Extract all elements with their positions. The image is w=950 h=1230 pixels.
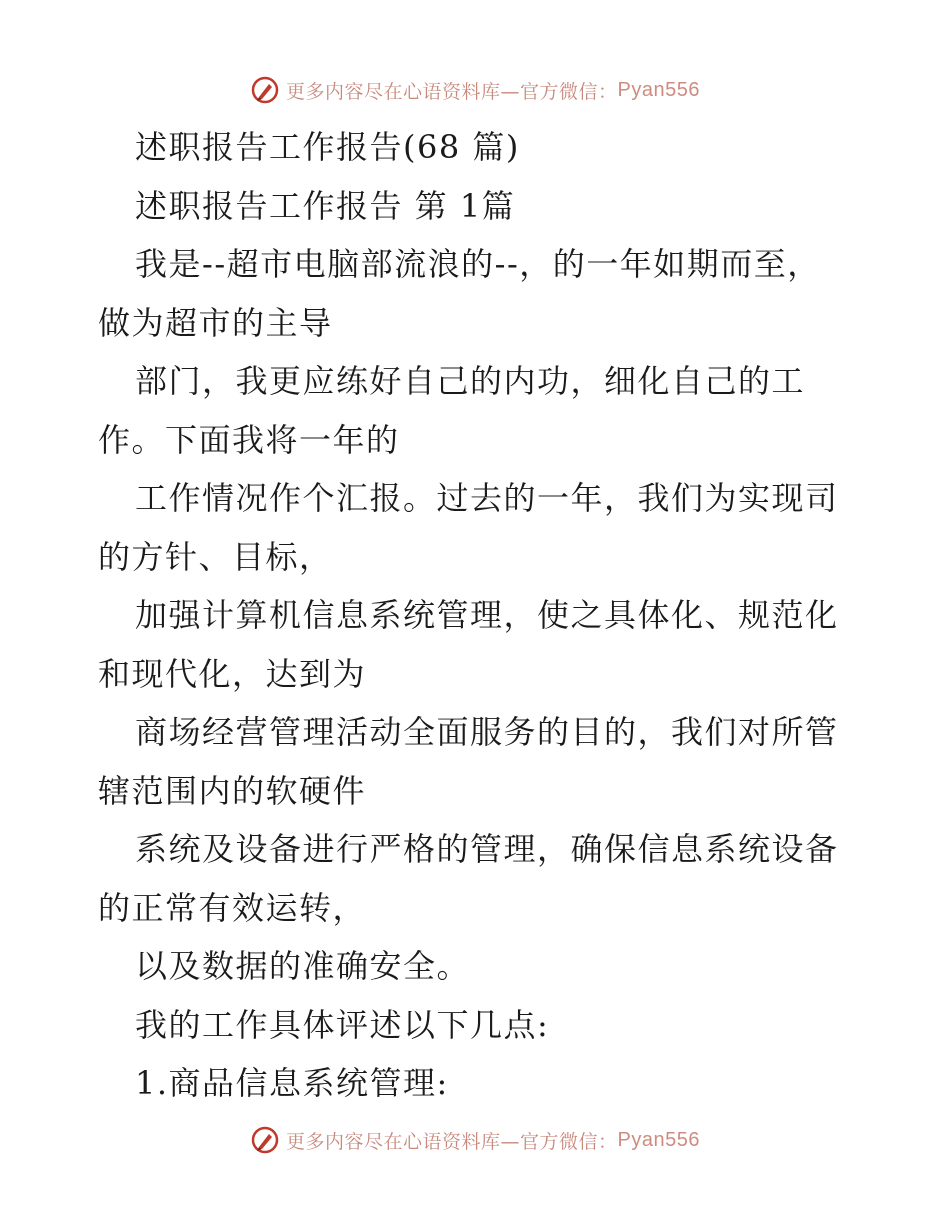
- paragraph-line: 的正常有效运转，: [98, 888, 367, 927]
- paragraph-line: 工作情况作个汇报。过去的一年，我们为实现司: [135, 479, 839, 517]
- paragraph-line: 部门，我更应练好自己的内功，细化自己的工: [135, 362, 806, 400]
- paragraph-line: 以及数据的准确安全。: [135, 947, 471, 985]
- paragraph-line: 作。下面我将一年的: [98, 420, 400, 459]
- paragraph-line: 系统及设备进行严格的管理，确保信息系统设备: [135, 830, 839, 868]
- section-heading: 述职报告工作报告 第 1篇: [135, 186, 516, 225]
- pen-logo-icon: [250, 1125, 280, 1155]
- paragraph-line: 商场经营管理活动全面服务的目的，我们对所管: [135, 713, 839, 751]
- paragraph-line: 加强计算机信息系统管理，使之具体化、规范化: [135, 596, 839, 634]
- list-item-heading: 1.商品信息系统管理:: [135, 1064, 449, 1102]
- document-body: [98, 118, 858, 1113]
- watermark-wechat-id: Pyan556: [617, 1128, 700, 1151]
- header-watermark: [0, 70, 950, 110]
- watermark-text: 更多内容尽在心语资料库—官方微信：: [286, 80, 618, 103]
- paragraph-line: 和现代化，达到为: [98, 654, 367, 693]
- footer-watermark: [0, 1120, 950, 1160]
- document-title: 述职报告工作报告(68 篇): [135, 128, 520, 166]
- watermark-wechat-id: Pyan556: [617, 78, 700, 101]
- paragraph-line: 辖范围内的软硬件: [98, 771, 367, 810]
- paragraph-line: 我是--超市电脑部流浪的--，的一年如期而至，: [135, 245, 821, 283]
- watermark-text: 更多内容尽在心语资料库—官方微信：: [286, 1130, 618, 1153]
- paragraph-line: 我的工作具体评述以下几点:: [135, 1005, 550, 1044]
- paragraph-line: 的方针、目标，: [98, 537, 333, 576]
- pen-logo-icon: [250, 75, 280, 105]
- paragraph-line: 做为超市的主导: [98, 303, 333, 342]
